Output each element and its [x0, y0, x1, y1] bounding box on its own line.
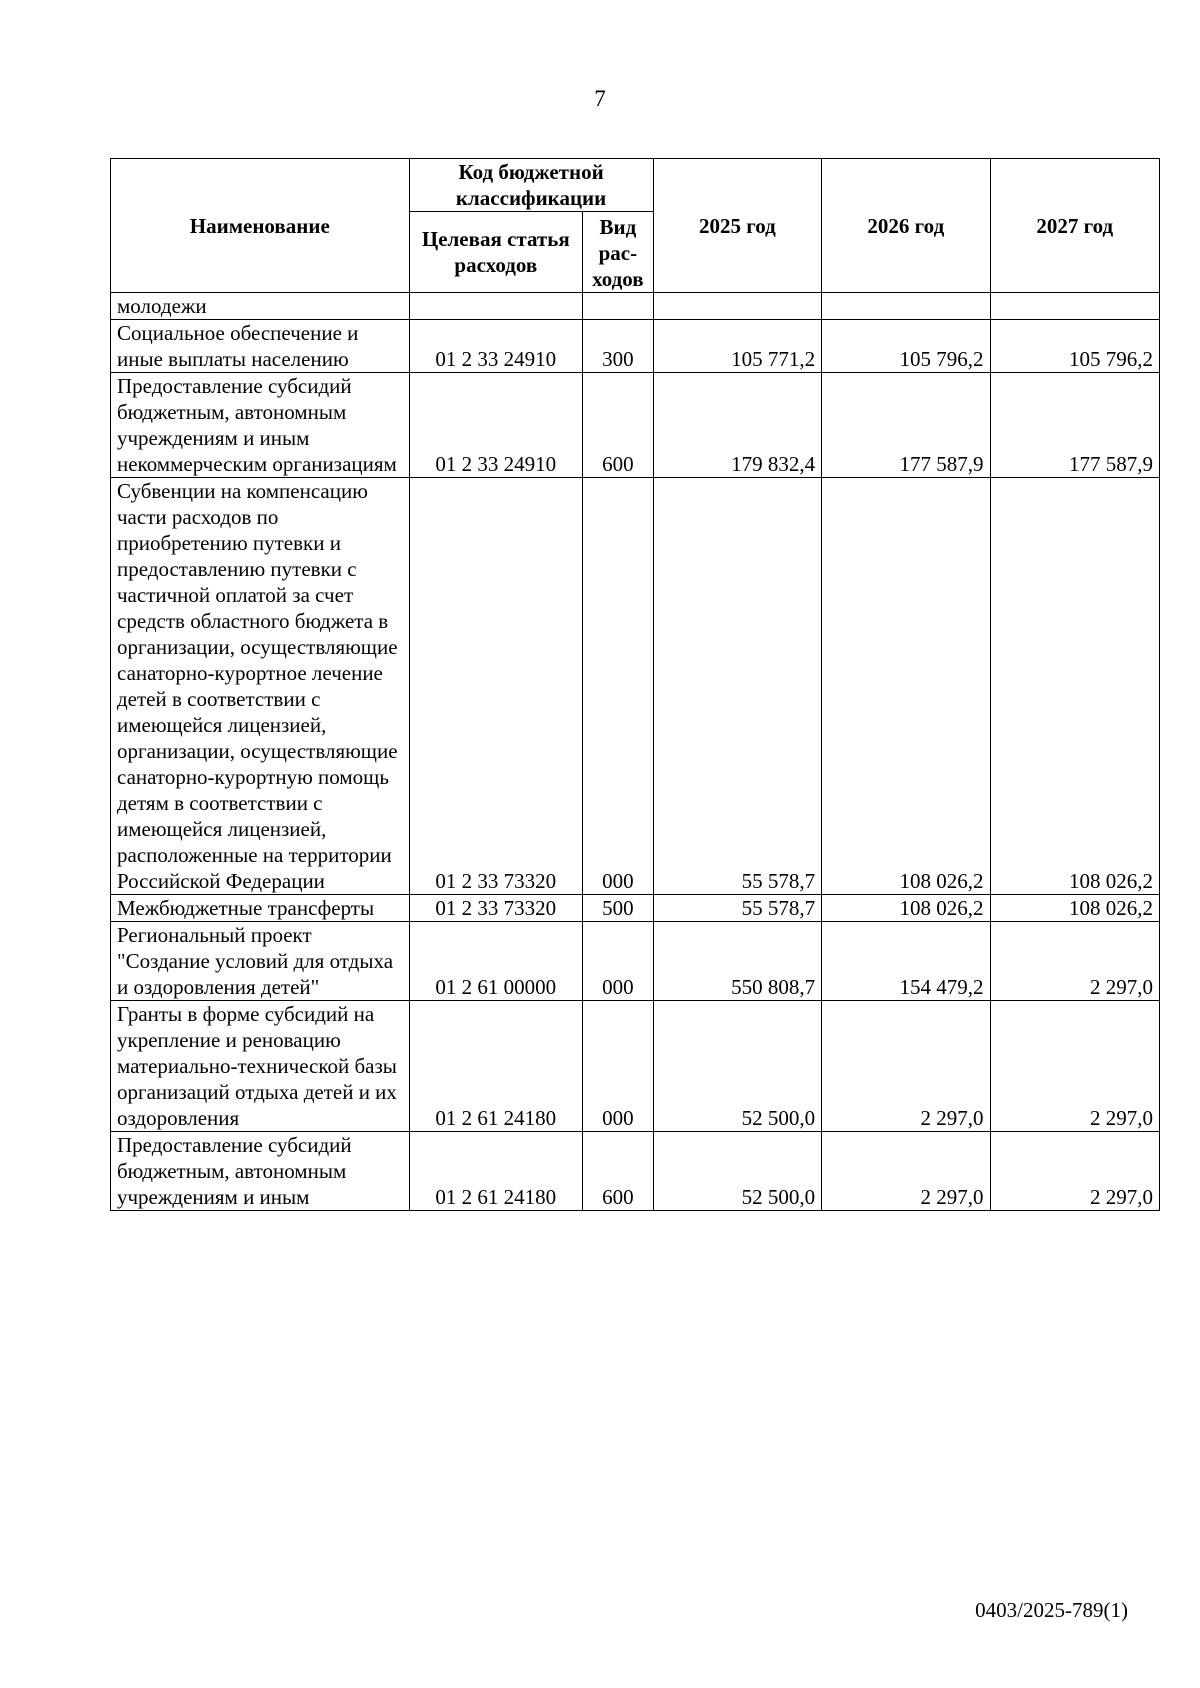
table-row [111, 1132, 1160, 1211]
row-2025: 550 808,7 [653, 922, 821, 1001]
row-expense-type: 000 [583, 922, 654, 1001]
row-2027: 177 587,9 [990, 373, 1159, 478]
table-row [111, 320, 1160, 373]
table-row [111, 1001, 1160, 1132]
budget-table [110, 158, 1160, 1211]
row-name: Региональный проект "Создание условий для отдыха и оздоровления детей" [111, 922, 410, 1001]
row-2027 [990, 293, 1159, 320]
row-2027: 108 026,2 [990, 895, 1159, 922]
row-2027: 2 297,0 [990, 922, 1159, 1001]
row-target-article [409, 293, 582, 320]
row-2025 [653, 293, 821, 320]
row-target-article: 01 2 33 24910 [409, 320, 582, 373]
page-number: 7 [594, 86, 606, 111]
row-name: молодежи [111, 293, 410, 320]
row-2025: 55 578,7 [653, 895, 821, 922]
row-target-article: 01 2 61 24180 [409, 1132, 582, 1211]
row-expense-type: 300 [583, 320, 654, 373]
row-name: Гранты в форме субсидий на укрепление и реновацию материально-технической базы организаций отдыха детей и их оздоровления [111, 1001, 410, 1132]
row-target-article: 01 2 61 00000 [409, 922, 582, 1001]
header-budget-code: Код бюджетной классификации [409, 159, 653, 212]
row-expense-type [583, 293, 654, 320]
row-name: Социальное обеспечение и иные выплаты населению [111, 320, 410, 373]
row-expense-type: 600 [583, 373, 654, 478]
row-expense-type: 600 [583, 1132, 654, 1211]
row-name: Субвенции на компенсацию части расходов по приобретению путевки и предоставлению путевки с частичной оплатой за счет средств областного бюджета в организации, осуществляющие санаторно-курортное лечение детей в соответствии с имеющейся лицензией, организации, осуществляющие санаторно-курортную помощь детям в соответствии с имеющейся лицензией, расположенные на территории Российской Федерации [111, 478, 410, 895]
header-row-top [111, 159, 1160, 212]
header-2025: 2025 год [653, 159, 821, 293]
row-expense-type: 000 [583, 1001, 654, 1132]
table-row [111, 478, 1160, 895]
table-row [111, 373, 1160, 478]
row-2025: 105 771,2 [653, 320, 821, 373]
header-target-article: Целевая статья расходов [409, 212, 582, 293]
row-2027: 2 297,0 [990, 1132, 1159, 1211]
table-row [111, 293, 1160, 320]
table-row [111, 922, 1160, 1001]
row-name: Предоставление субсидий бюджетным, автономным учреждениям и иным некоммерческим организациям [111, 373, 410, 478]
row-2026: 2 297,0 [822, 1001, 990, 1132]
header-name: Наименование [111, 159, 410, 293]
row-target-article: 01 2 33 24910 [409, 373, 582, 478]
row-expense-type: 500 [583, 895, 654, 922]
row-2025: 179 832,4 [653, 373, 821, 478]
row-2027: 2 297,0 [990, 1001, 1159, 1132]
row-2026: 108 026,2 [822, 478, 990, 895]
row-2025: 52 500,0 [653, 1001, 821, 1132]
row-2025: 55 578,7 [653, 478, 821, 895]
row-name: Межбюджетные трансферты [111, 895, 410, 922]
row-2026: 108 026,2 [822, 895, 990, 922]
document-registration-code: 0403/2025-789(1) [975, 1598, 1128, 1622]
row-target-article: 01 2 33 73320 [409, 895, 582, 922]
row-target-article: 01 2 33 73320 [409, 478, 582, 895]
header-2027: 2027 год [990, 159, 1159, 293]
row-2026 [822, 293, 990, 320]
row-2026: 177 587,9 [822, 373, 990, 478]
row-2026: 2 297,0 [822, 1132, 990, 1211]
row-target-article: 01 2 61 24180 [409, 1001, 582, 1132]
row-2025: 52 500,0 [653, 1132, 821, 1211]
row-expense-type: 000 [583, 478, 654, 895]
row-name: Предоставление субсидий бюджетным, автономным учреждениям и иным [111, 1132, 410, 1211]
header-expense-type: Вид рас-ходов [583, 212, 654, 293]
row-2027: 108 026,2 [990, 478, 1159, 895]
row-2026: 154 479,2 [822, 922, 990, 1001]
header-2026: 2026 год [822, 159, 990, 293]
table-row [111, 895, 1160, 922]
row-2026: 105 796,2 [822, 320, 990, 373]
row-2027: 105 796,2 [990, 320, 1159, 373]
